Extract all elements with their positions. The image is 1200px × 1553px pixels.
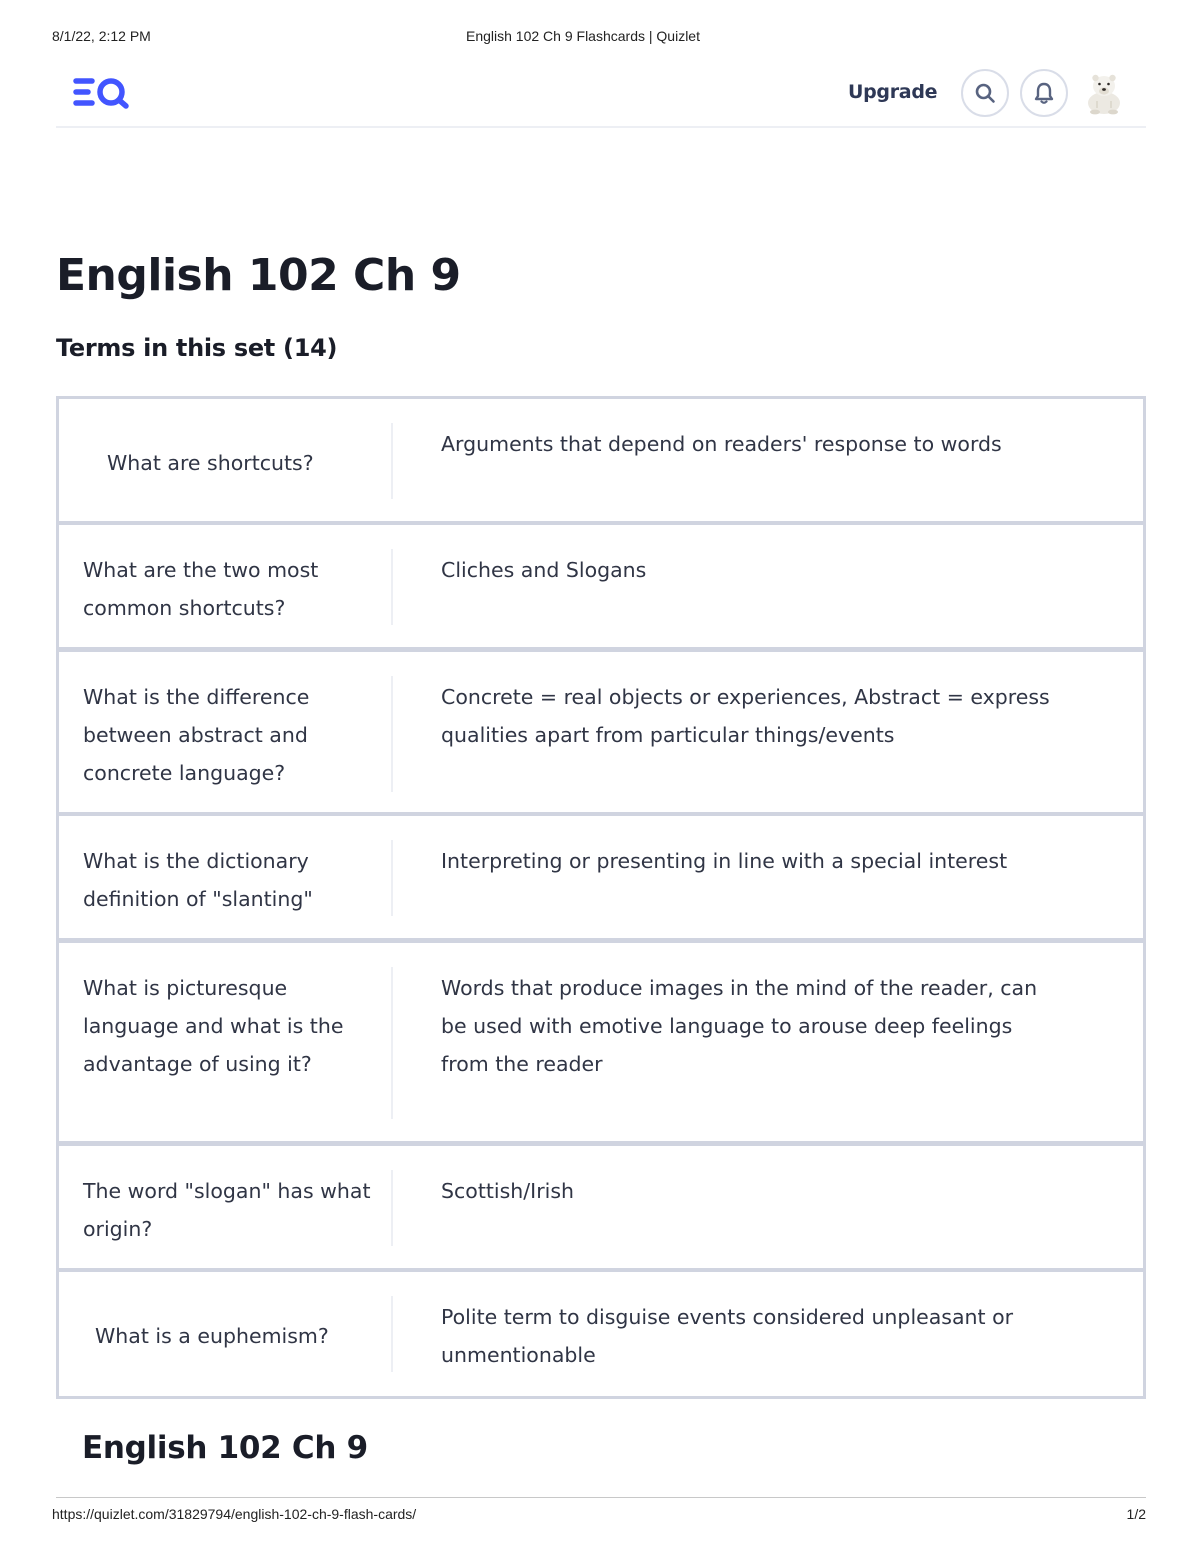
flashcard-row <box>56 813 1146 941</box>
card-divider <box>391 549 393 625</box>
user-avatar[interactable] <box>1082 67 1126 115</box>
card-term: What are shortcuts? <box>107 451 314 475</box>
quizlet-logo-icon[interactable] <box>72 76 132 110</box>
card-term: What is picturesque language and what is the advantage of using it? <box>83 976 344 1076</box>
card-term: What is the dictionary definition of "slanting" <box>83 849 313 911</box>
card-definition: Concrete = real objects or experiences, Abstract = express qualities apart from particular things/events <box>441 685 1050 747</box>
flashcard-row <box>56 1143 1146 1271</box>
set-title-repeat: English 102 Ch 9 <box>82 1430 368 1466</box>
search-icon <box>974 82 996 104</box>
card-divider <box>391 1170 393 1246</box>
card-definition: Scottish/Irish <box>441 1179 575 1203</box>
print-page-number: 1/2 <box>1126 1506 1146 1522</box>
card-divider <box>391 423 393 499</box>
card-term: What are the two most common shortcuts? <box>83 558 319 620</box>
card-definition: Arguments that depend on readers' response to words <box>441 432 1002 456</box>
print-url: https://quizlet.com/31829794/english-102-ch-9-flash-cards/ <box>52 1506 417 1522</box>
flashcard-row <box>56 396 1146 524</box>
card-definition: Interpreting or presenting in line with a special interest <box>441 849 1008 873</box>
card-definition: Polite term to disguise events considered unpleasant or unmentionable <box>441 1305 1014 1367</box>
card-definition: Cliches and Slogans <box>441 558 647 582</box>
terms-count-heading: Terms in this set (14) <box>56 334 338 362</box>
upgrade-link[interactable]: Upgrade <box>848 81 938 103</box>
search-button[interactable] <box>961 69 1009 117</box>
card-term: What is the difference between abstract and concrete language? <box>83 685 310 785</box>
flashcard-row <box>56 1269 1146 1399</box>
print-header <box>0 28 1200 48</box>
print-page-title: English 102 Ch 9 Flashcards | Quizlet <box>466 28 700 44</box>
page-title: English 102 Ch 9 <box>56 250 461 301</box>
card-term: What is a euphemism? <box>95 1324 329 1348</box>
notifications-button[interactable] <box>1020 69 1068 117</box>
print-date: 8/1/22, 2:12 PM <box>52 28 151 44</box>
flashcard-row <box>56 522 1146 650</box>
flashcard-row <box>56 649 1146 815</box>
card-divider <box>391 1296 393 1372</box>
card-divider <box>391 840 393 916</box>
card-divider <box>391 967 393 1119</box>
card-divider <box>391 676 393 792</box>
top-navigation-bar <box>56 64 1146 128</box>
card-term: The word "slogan" has what origin? <box>83 1179 371 1241</box>
flashcard-row <box>56 940 1146 1144</box>
print-footer <box>52 1497 1146 1522</box>
card-definition: Words that produce images in the mind of the reader, can be used with emotive language to arouse deep feelings from the reader <box>441 976 1038 1076</box>
bell-icon <box>1033 81 1055 105</box>
polar-bear-avatar-icon <box>1082 67 1126 115</box>
